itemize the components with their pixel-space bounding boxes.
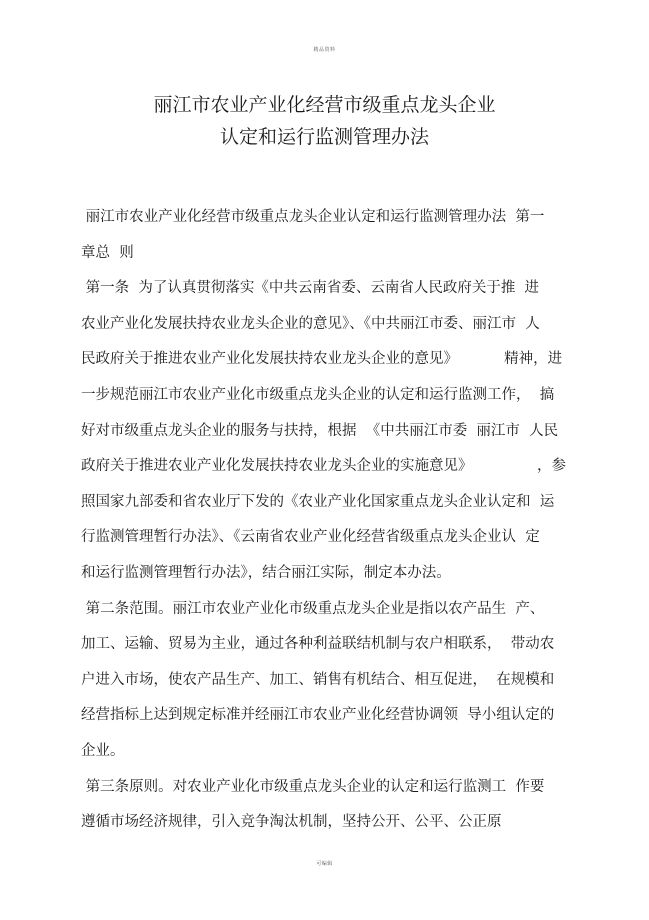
body-line: 好对市级重点龙头企业的服务与扶持，根据 《中共丽江市委 丽江市 人民 bbox=[81, 422, 559, 439]
body-line: 政府关于推进农业产业化发展扶持农业龙头企业的实施意见》 ，参 bbox=[81, 458, 567, 475]
document-body bbox=[81, 200, 571, 841]
body-line: 章总 则 bbox=[81, 244, 134, 261]
body-line: 企业。 bbox=[81, 742, 125, 759]
body-line: 第二条范围。丽江市农业产业化市级重点龙头企业是指以农产品生 产、 bbox=[81, 600, 545, 617]
header-note: 精品资料 bbox=[313, 47, 336, 53]
body-line: 经营指标上达到规定标准并经丽江市农业产业化经营协调领 导小组认定的 bbox=[81, 707, 555, 724]
body-line: 和运行监测管理暂行办法》，结合丽江实际，制定本办法。 bbox=[81, 564, 451, 581]
body-line: 农业产业化发展扶持农业龙头企业的意见》、《中共丽江市委、丽江市 人 bbox=[81, 315, 540, 332]
body-line: 第一条 为了认真贯彻落实《中共云南省委、云南省人民政府关于推 进 bbox=[81, 280, 540, 297]
body-line: 丽江市农业产业化经营市级重点龙头企业认定和运行监测管理办法 第一 bbox=[81, 209, 545, 225]
body-line: 户进入市场，使农产品生产、加工、销售有机结合、相互促进， 在规模和 bbox=[81, 671, 555, 688]
document-title-line-1: 丽江市农业产业化经营市级重点龙头企业 bbox=[153, 94, 496, 116]
document-title-line-2: 认定和运行监测管理办法 bbox=[219, 126, 429, 148]
body-line: 行监测管理暂行办法》、《云南省农业产业化经营省级重点龙头企业认 定 bbox=[81, 529, 540, 546]
body-line: 遵循市场经济规律，引入竞争淘汰机制，坚持公开、公平、公正原 bbox=[81, 814, 502, 831]
body-line: 民政府关于推进农业产业化发展扶持农业龙头企业的意见》 精神，进 bbox=[81, 351, 563, 368]
body-line: 加工、运输、贸易为主业，通过各种利益联结机制与农户相联系， 带动农 bbox=[81, 636, 555, 653]
body-line: 照国家九部委和省农业厅下发的《农业产业化国家重点龙头企业认定和 运 bbox=[81, 493, 555, 510]
footer-note: 可编辑 bbox=[316, 861, 333, 867]
body-line: 一步规范丽江市农业产业化市级重点龙头企业的认定和运行监测工作， 搞 bbox=[81, 386, 555, 403]
body-line: 第三条原则。对农业产业化市级重点龙头企业的认定和运行监测工 作要 bbox=[81, 778, 545, 795]
